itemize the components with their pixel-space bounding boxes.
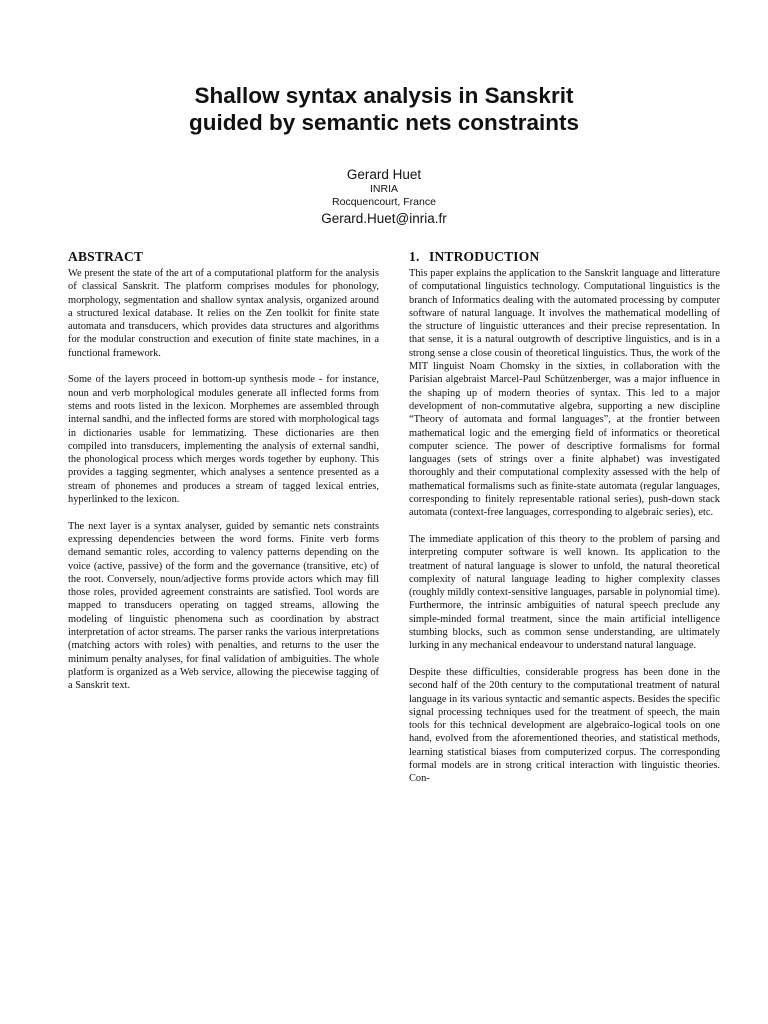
author-affiliation-location: Rocquencourt, France — [332, 196, 436, 208]
author-name: Gerard Huet — [346, 167, 422, 182]
paper-title — [0, 82, 768, 136]
author-affiliation-institution: INRIA — [369, 183, 398, 195]
section-title: INTRODUCTION — [429, 249, 540, 264]
author-block — [0, 166, 768, 227]
introduction-paragraph-3: Despite these difficulties, considerable progress has been done in the second half of the 20th century to the computational treatment of natural language in its various syntactic and semantic aspects. Besides the specific signal processing techniques used for the treatment of speech, the main tools for this technical development are algebraico-logical tools on one hand, evolved from the aforementioned theories, and statistical methods, learning statistical biases from computerized corpus. The corresponding formal models are in strong critical interaction with linguistic theories. Con- — [409, 666, 720, 785]
left-column — [68, 249, 379, 706]
title-line-2: guided by semantic nets constraints — [188, 110, 580, 135]
introduction-paragraph-2: The immediate application of this theory to the problem of parsing and interpreting computer software is well known. Its application to the treatment of natural language is slower to unfold, the natural theoretical complexity of natural language leading to higher complexity classes (roughly mildly context-sensitive languages, parsable in polynomial time). Furthermore, the intrinsic ambiguities of natural speech preclude any simple-minded formal treatment, since the main artificial intelligence stumbing blocks, such as common sense understanding, are ultimately lurking in any mechanical endeavour to understand natural language. — [409, 533, 720, 652]
abstract-paragraph-3: The next layer is a syntax analyser, guided by semantic nets constraints expressing dependencies between the word forms. Finite verb forms demand semantic roles, according to valency patterns depending on the voice (active, passive) of the form and the governance (transitive, etc) of the root. Conversely, noun/adjective forms provide actors which may fill those roles, provided agreement constraints are satisfied. Tool words are mapped to transducers operating on tagged streams, allowing the modeling of linguistic phenomena such as coordination by abstract interpretation of actor streams. The parser ranks the various interpretations (matching actors with roles) with penalties, and returns to the user the minimum penalty analyses, for final validation of ambiguities. The whole platform is organized as a Web service, allowing the piecewise tagging of a Sanskrit text. — [68, 520, 379, 692]
abstract-heading: ABSTRACT — [68, 249, 144, 264]
title-line-1: Shallow syntax analysis in Sanskrit — [194, 83, 574, 108]
introduction-heading — [409, 249, 720, 265]
abstract-paragraph-1: We present the state of the art of a computational platform for the analysis of classical Sanskrit. The platform comprises modules for phonology, morphology, segmentation and shallow syntax analysis, organized around a structured lexical database. It relies on the Zen toolkit for finite state automata and transducers, which provides data structures and algorithms for the modular construction and execution of finite state machines, in a functional framework. — [68, 268, 379, 359]
section-number: 1. — [409, 249, 420, 264]
introduction-paragraph-1: This paper explains the application to the Sanskrit language and litterature of computational linguistics technology. Computational linguistics is the branch of Informatics dealing with the automated processing by computer software of natural language. It involves the mathematical modelling of the structure of linguistic utterances and their precise representation. In that sense, it is a natural outgrowth of descriptive linguistics, and is in a strong sense a close cousin of theoretical linguistics. Thus, the work of the MIT linguist Noam Chomsky in the sixties, in collaboration with the Parisian algebraist Marcel-Paul Schützenberger, was a major influence in the shaping up of modern theories of syntax. This led to a major development of non-commutative algebra, supporting a new discipline “Theory of automata and formal languages”, at the frontier between mathematical logic and the emerging field of informatics or theoretical computer science. The power of descriptive formalisms for formal languages (sets of strings over a finite alphabet) was investigated thoroughly and their computational complexity assessed with the help of mathematical formalisms such as finite-state automata (regular languages, corresponding to finitely representable rational series), push-down stack automata (context-free languages, corresponding to algebraic series), etc. — [409, 268, 720, 519]
author-email: Gerard.Huet@inria.fr — [321, 211, 447, 226]
right-column — [409, 249, 720, 799]
abstract-paragraph-2: Some of the layers proceed in bottom-up synthesis mode - for instance, noun and verb morphological modules generate all inflected forms from stems and roots listed in the lexicon. Morphemes are assembled through internal sandhi, and the inflected forms are stored with morphological tags in dictionaries usable for lemmatizing. These dictionaries are then compiled into transducers, implementing the analysis of external sandhi, the phonological process which merges words together by euphony. This provides a tagging segmenter, which analyses a sentence presented as a stream of phonemes and produces a stream of tagged lexical entries, hyperlinked to the lexicon. — [68, 374, 379, 506]
